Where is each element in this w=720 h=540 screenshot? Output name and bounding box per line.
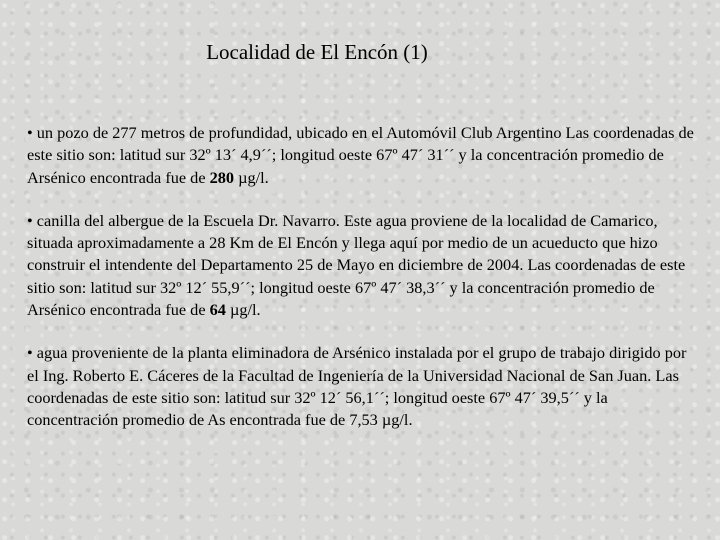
paragraph-text: • agua proveniente de la planta eliminadora de Arsénico instalada por el grupo de trabajo dirigido por el Ing. Roberto E. Cáceres de la Facultad de Ingeniería de la Universidad Nacional de San Juan. Las coordenadas de este sitio son: latitud sur 32º 12´ 56,1´´; longitud oeste 67º 47´ 39,5´´ y la concentración promedio de As encontrada fue de 7,53 µg/l. (27, 343, 687, 430)
paragraph-automovil-club (27, 122, 695, 189)
slide-title: Localidad de El Encón (1) (206, 40, 428, 64)
arsenic-value: 64 (209, 300, 226, 320)
slide-content (27, 122, 695, 453)
unit-text: µg/l. (234, 167, 269, 187)
paragraph-text: • un pozo de 277 metros de profundidad, ubicado en el Automóvil Club Argentino Las coordenadas de este sitio son: latitud sur 32º 13´ 4,9´´; longitud oeste 67º 47´ 31´´ y la concentración promedio de Arsénico encontrada fue de (27, 123, 694, 187)
paragraph-planta-eliminadora (27, 342, 695, 431)
unit-text: µg/l. (225, 300, 261, 320)
paragraph-escuela-navarro (27, 210, 695, 321)
paragraph-text: • canilla del albergue de la Escuela Dr. Navarro. Este agua proviene de la localidad de Camarico, situada aproximadamente a 28 Km de El Encón y llega aquí por medio de un acueducto que hizo construir el intendente del Departamento 25 de Mayo en diciembre de 2004. Las coordenadas de este sitio son: latitud sur 32º 12´ 55,9´´; longitud oeste 67º 47´ 38,3´´ y la concentración promedio de Arsénico encontrada fue de (27, 210, 686, 320)
arsenic-value: 280 (209, 167, 235, 187)
